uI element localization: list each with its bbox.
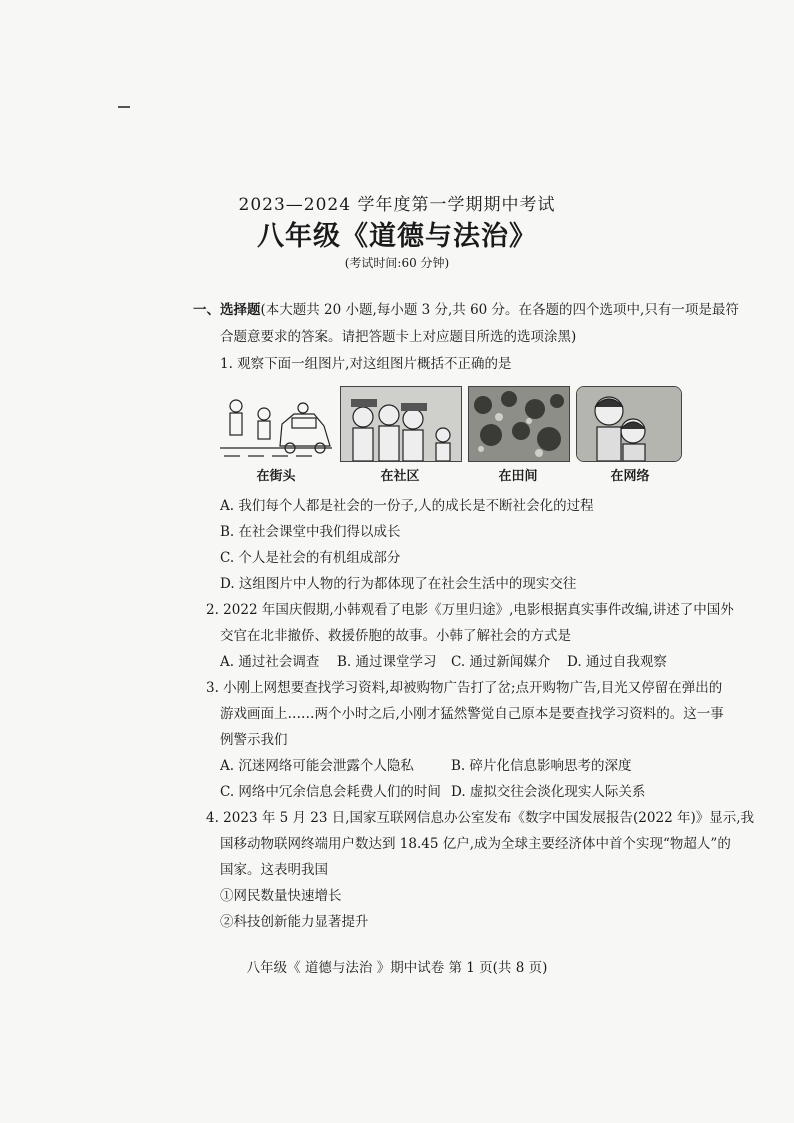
q4-item-1: ①网民数量快速增长: [220, 888, 342, 904]
section-1-instr-line-2: 合题意要求的答案。请把答题卡上对应题目所选的选项涂黑): [220, 329, 577, 345]
caption-field: 在田间: [498, 469, 538, 484]
q4-stem-line-1: 4. 2023 年 5 月 23 日,国家互联网信息办公室发布《数字中国发展报告(2022 年)》显示,我: [206, 810, 755, 826]
q3-option-b: B. 碎片化信息影响思考的深度: [451, 758, 632, 774]
q3-option-c: C. 网络中冗余信息会耗费人们的时间: [220, 784, 441, 800]
q3-stem-line-1: 3. 小刚上网想要查找学习资料,却被购物广告打了岔;点开购物广告,目光又停留在弹出的: [206, 680, 723, 696]
section-1-instr-line-1: (本大题共 20 小题,每小题 3 分,共 60 分。在各题的四个选项中,只有一项是最符: [260, 302, 739, 318]
exam-time: (考试时间:60 分钟): [344, 256, 450, 270]
community-picture: [340, 386, 462, 462]
caption-community: 在社区: [380, 469, 420, 484]
q1-option-b: B. 在社会课堂中我们得以成长: [220, 524, 401, 540]
q1-stem: 1. 观察下面一组图片,对这组图片概括不正确的是: [220, 356, 512, 372]
scan-mark: [118, 106, 130, 108]
caption-street: 在街头: [256, 469, 296, 484]
exam-title: 八年级《道德与法治》: [257, 221, 537, 252]
q4-stem-line-3: 国家。这表明我国: [220, 862, 328, 878]
section-1-instructions: [193, 301, 739, 319]
q3-option-d: D. 虚拟交往会淡化现实人际关系: [451, 784, 646, 800]
field-picture: [468, 386, 570, 462]
q2-option-a: A. 通过社会调查: [220, 654, 320, 670]
q2-option-c: C. 通过新闻媒介: [451, 654, 551, 670]
q1-option-d: D. 这组图片中人物的行为都体现了在社会生活中的现实交往: [220, 576, 577, 592]
caption-network: 在网络: [610, 469, 650, 484]
q2-option-d: D. 通过自我观察: [567, 654, 667, 670]
q1-option-a: A. 我们每个人都是社会的一份子,人的成长是不断社会化的过程: [220, 498, 594, 514]
exam-term: 2023—2024 学年度第一学期期中考试: [238, 195, 556, 215]
q2-option-b: B. 通过课堂学习: [337, 654, 437, 670]
q3-stem-line-2: 游戏画面上……两个小时之后,小刚才猛然警觉自己原本是要查找学习资料的。这一事: [220, 706, 724, 722]
section-1-heading: 一、选择题: [193, 302, 261, 318]
q4-item-2: ②科技创新能力显著提升: [220, 914, 369, 930]
network-picture: [576, 386, 682, 462]
q2-stem-line-1: 2. 2022 年国庆假期,小韩观看了电影《万里归途》,电影根据真实事件改编,讲述了中国外: [206, 602, 734, 618]
street-picture: [220, 386, 332, 460]
q3-stem-line-3: 例警示我们: [220, 732, 288, 748]
q2-stem-line-2: 交官在北非撤侨、救援侨胞的故事。小韩了解社会的方式是: [220, 628, 571, 644]
page-footer: 八年级《 道德与法治 》期中试卷 第 1 页(共 8 页): [246, 960, 548, 976]
q4-stem-line-2: 国移动物联网终端用户数达到 18.45 亿户,成为全球主要经济体中首个实现“物超人”的: [220, 836, 731, 852]
q3-option-a: A. 沉迷网络可能会泄露个人隐私: [220, 758, 414, 774]
q1-option-c: C. 个人是社会的有机组成部分: [220, 550, 401, 566]
